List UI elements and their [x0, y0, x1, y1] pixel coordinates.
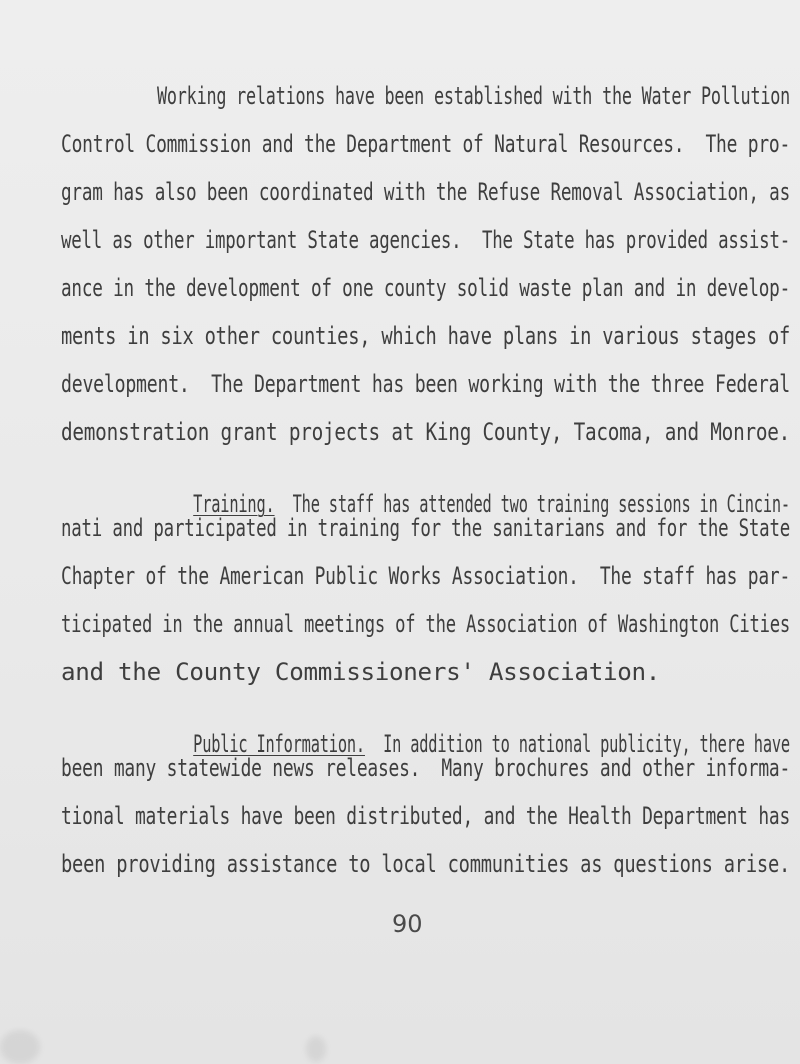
page-number: 90 [392, 910, 423, 938]
text-run: In addition to national publicity, there have [364, 730, 790, 759]
text-line: gram has also been coordinated with the Refuse Removal Association, as [61, 178, 791, 206]
text-line: development. The Department has been working with the three Federal [61, 370, 791, 398]
text-line: demonstration grant projects at King County, Tacoma, and Monroe. [61, 418, 791, 446]
text-line: Chapter of the American Public Works Association. The staff has par- [61, 562, 791, 590]
text-line: Working relations have been established with the Water Pollution [157, 82, 791, 110]
text-line: nati and participated in training for the sanitarians and for the State [61, 514, 790, 542]
text-line: ments in six other counties, which have plans in various stages of [61, 322, 791, 350]
scan-smudge [306, 1036, 326, 1062]
scan-smudge [0, 1030, 40, 1064]
section-heading-public-information: Public Information. [193, 730, 365, 759]
text-line: tional materials have been distributed, and the Health Department has [61, 802, 791, 830]
text-line: ance in the development of one county solid waste plan and in develop- [61, 274, 791, 302]
text-line: and the County Commissioners' Association. [61, 658, 661, 686]
text-line: been providing assistance to local communities as questions arise. [61, 850, 791, 878]
text-line: been many statewide news releases. Many brochures and other informa- [61, 754, 791, 782]
text-run: The staff has attended two training sessions in Cincin- [274, 490, 790, 519]
text-line: well as other important State agencies. The State has provided assist- [61, 226, 790, 254]
text-line: Control Commission and the Department of Natural Resources. The pro- [61, 130, 791, 158]
text-line: ticipated in the annual meetings of the Association of Washington Cities [61, 610, 790, 638]
section-heading-training: Training. [193, 490, 275, 519]
